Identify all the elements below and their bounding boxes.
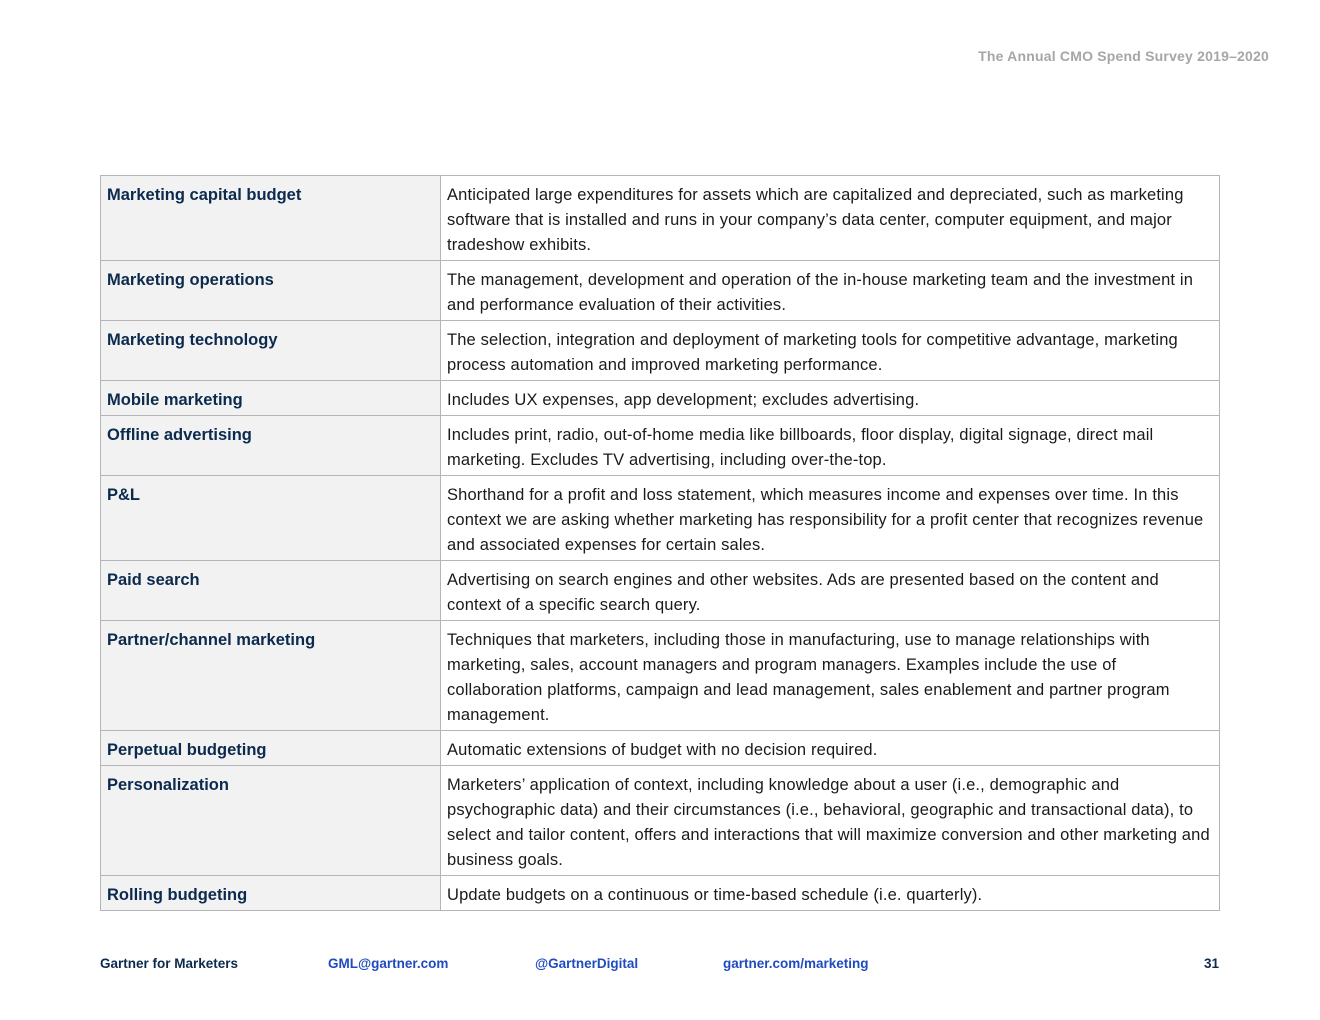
- glossary-term: Marketing technology: [101, 321, 441, 381]
- glossary-term: Marketing operations: [101, 261, 441, 321]
- glossary-definition: Shorthand for a profit and loss statement, which measures income and expenses over time. In this context we are asking whether marketing has responsibility for a profit center that recognizes revenue and associated expenses for certain sales.: [441, 476, 1220, 561]
- glossary-definition: Includes print, radio, out-of-home media like billboards, floor display, digital signage, direct mail marketing. Excludes TV advertising, including over-the-top.: [441, 416, 1220, 476]
- table-row: [101, 731, 1220, 766]
- footer-social-link[interactable]: @GartnerDigital: [535, 956, 639, 971]
- glossary-definition: Advertising on search engines and other websites. Ads are presented based on the content and context of a specific search query.: [441, 561, 1220, 621]
- glossary-definition: Includes UX expenses, app development; excludes advertising.: [441, 381, 1220, 416]
- glossary-definition: Techniques that marketers, including those in manufacturing, use to manage relationships with marketing, sales, account managers and program managers. Examples include the use of collaboration platforms, campaign and lead management, sales enablement and partner program management.: [441, 621, 1220, 731]
- glossary-term: Marketing capital budget: [101, 176, 441, 261]
- document-header-title: The Annual CMO Spend Survey 2019–2020: [978, 48, 1269, 64]
- table-row: [101, 476, 1220, 561]
- glossary-term: Personalization: [101, 766, 441, 876]
- table-row: [101, 176, 1220, 261]
- table-row: [101, 876, 1220, 911]
- page-number: 31: [1203, 956, 1219, 971]
- table-row: [101, 381, 1220, 416]
- table-row: [101, 766, 1220, 876]
- table-row: [101, 561, 1220, 621]
- table-row: [101, 621, 1220, 731]
- glossary-definition: The selection, integration and deployment of marketing tools for competitive advantage, marketing process automation and improved marketing performance.: [441, 321, 1220, 381]
- glossary-term: Mobile marketing: [101, 381, 441, 416]
- table-row: [101, 261, 1220, 321]
- footer-email-link[interactable]: GML@gartner.com: [328, 956, 449, 971]
- glossary-term: Perpetual budgeting: [101, 731, 441, 766]
- table-row: [101, 416, 1220, 476]
- glossary-definition: Update budgets on a continuous or time-based schedule (i.e. quarterly).: [441, 876, 1220, 911]
- glossary-definition: Anticipated large expenditures for assets which are capitalized and depreciated, such as marketing software that is installed and runs in your company’s data center, computer equipment, and major tradeshow exhibits.: [441, 176, 1220, 261]
- glossary-term: Offline advertising: [101, 416, 441, 476]
- footer-brand: Gartner for Marketers: [100, 956, 239, 971]
- footer-website-link[interactable]: gartner.com/marketing: [723, 956, 869, 971]
- glossary-term: Partner/channel marketing: [101, 621, 441, 731]
- glossary-definition: Marketers’ application of context, including knowledge about a user (i.e., demographic and psychographic data) and their circumstances (i.e., behavioral, geographic and transactional data), to select and tailor content, offers and interactions that will maximize conversion and other marketing and business goals.: [441, 766, 1220, 876]
- table-row: [101, 321, 1220, 381]
- glossary-term: Paid search: [101, 561, 441, 621]
- glossary-definition: Automatic extensions of budget with no decision required.: [441, 731, 1220, 766]
- glossary-term: P&L: [101, 476, 441, 561]
- page-footer: [100, 956, 1220, 976]
- glossary-definition: The management, development and operation of the in-house marketing team and the investment in and performance evaluation of their activities.: [441, 261, 1220, 321]
- glossary-term: Rolling budgeting: [101, 876, 441, 911]
- glossary-table: [100, 175, 1220, 911]
